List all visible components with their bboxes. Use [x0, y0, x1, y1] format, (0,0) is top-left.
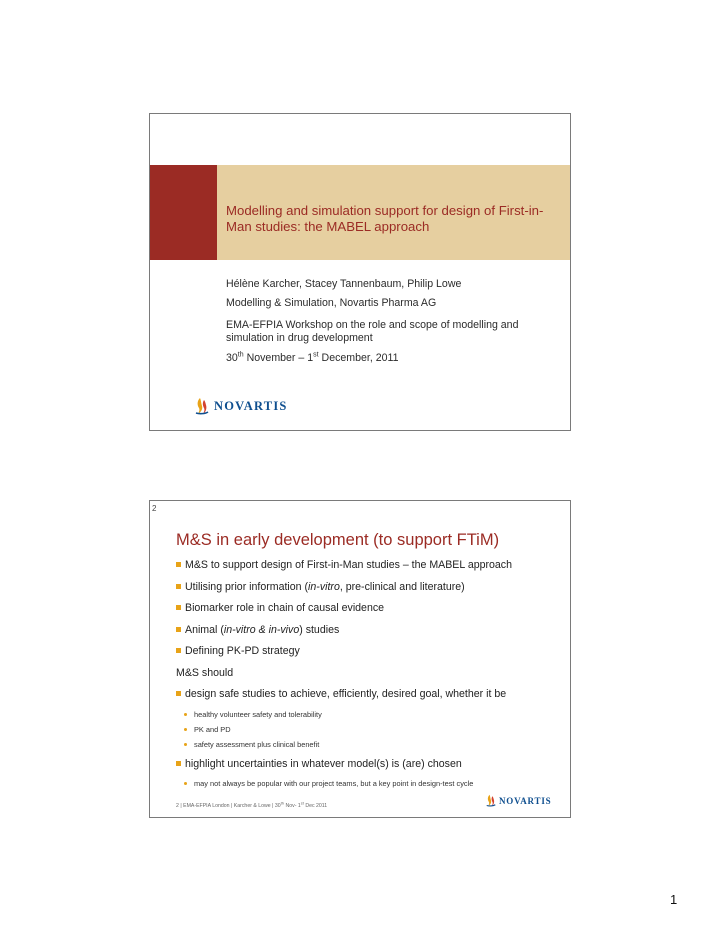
authors: Hélène Karcher, Stacey Tannenbaum, Philip Lowe — [226, 278, 462, 290]
list-item: Biomarker role in chain of causal evidence — [176, 602, 566, 615]
logo-wordmark: NOVARTIS — [499, 795, 552, 806]
novartis-logo-small — [486, 794, 551, 807]
slide-footer: 2 | EMA-EFPIA London | Karcher & Lowe | 30th Nov- 1st Dec 2011 — [176, 800, 328, 809]
logo-wordmark: NOVARTIS — [214, 398, 288, 413]
list-item: highlight uncertainties in whatever model(s) is (are) chosen — [176, 758, 566, 771]
sub-list-item: may not always be popular with our project teams, but a key point in design-test cycle — [176, 779, 566, 788]
content-slide — [149, 500, 571, 818]
sub-list-item: healthy volunteer safety and tolerability — [176, 710, 566, 719]
title-slide — [149, 113, 571, 431]
sub-list-item: PK and PD — [176, 725, 566, 734]
presentation-title: Modelling and simulation support for design of First-in-Man studies: the MABEL approach — [226, 203, 544, 234]
sub-list-item: safety assessment plus clinical benefit — [176, 740, 566, 749]
page-number: 1 — [670, 892, 678, 907]
list-item: M&S to support design of First-in-Man studies – the MABEL approach — [176, 559, 566, 572]
novartis-flame-icon — [486, 794, 496, 807]
list-item: design safe studies to achieve, efficiently, desired goal, whether it be — [176, 688, 566, 701]
slide-title: M&S in early development (to support FTiM) — [176, 531, 500, 549]
slide-number: 2 — [152, 504, 157, 513]
section-label: M&S should — [176, 666, 234, 679]
novartis-logo — [195, 397, 288, 415]
event-date: 30th November – 1st December, 2011 — [226, 351, 399, 364]
bullet-list — [176, 559, 566, 794]
list-item: Utilising prior information (in-vitro, pre-clinical and literature) — [176, 581, 566, 594]
list-item: Animal (in-vitro & in-vivo) studies — [176, 624, 566, 637]
workshop-name: EMA-EFPIA Workshop on the role and scope of modelling and simulation in drug development — [226, 319, 519, 344]
list-item: Defining PK-PD strategy — [176, 645, 566, 658]
novartis-flame-icon — [195, 397, 209, 415]
affiliation: Modelling & Simulation, Novartis Pharma AG — [226, 297, 437, 309]
title-accent-block — [150, 165, 217, 260]
